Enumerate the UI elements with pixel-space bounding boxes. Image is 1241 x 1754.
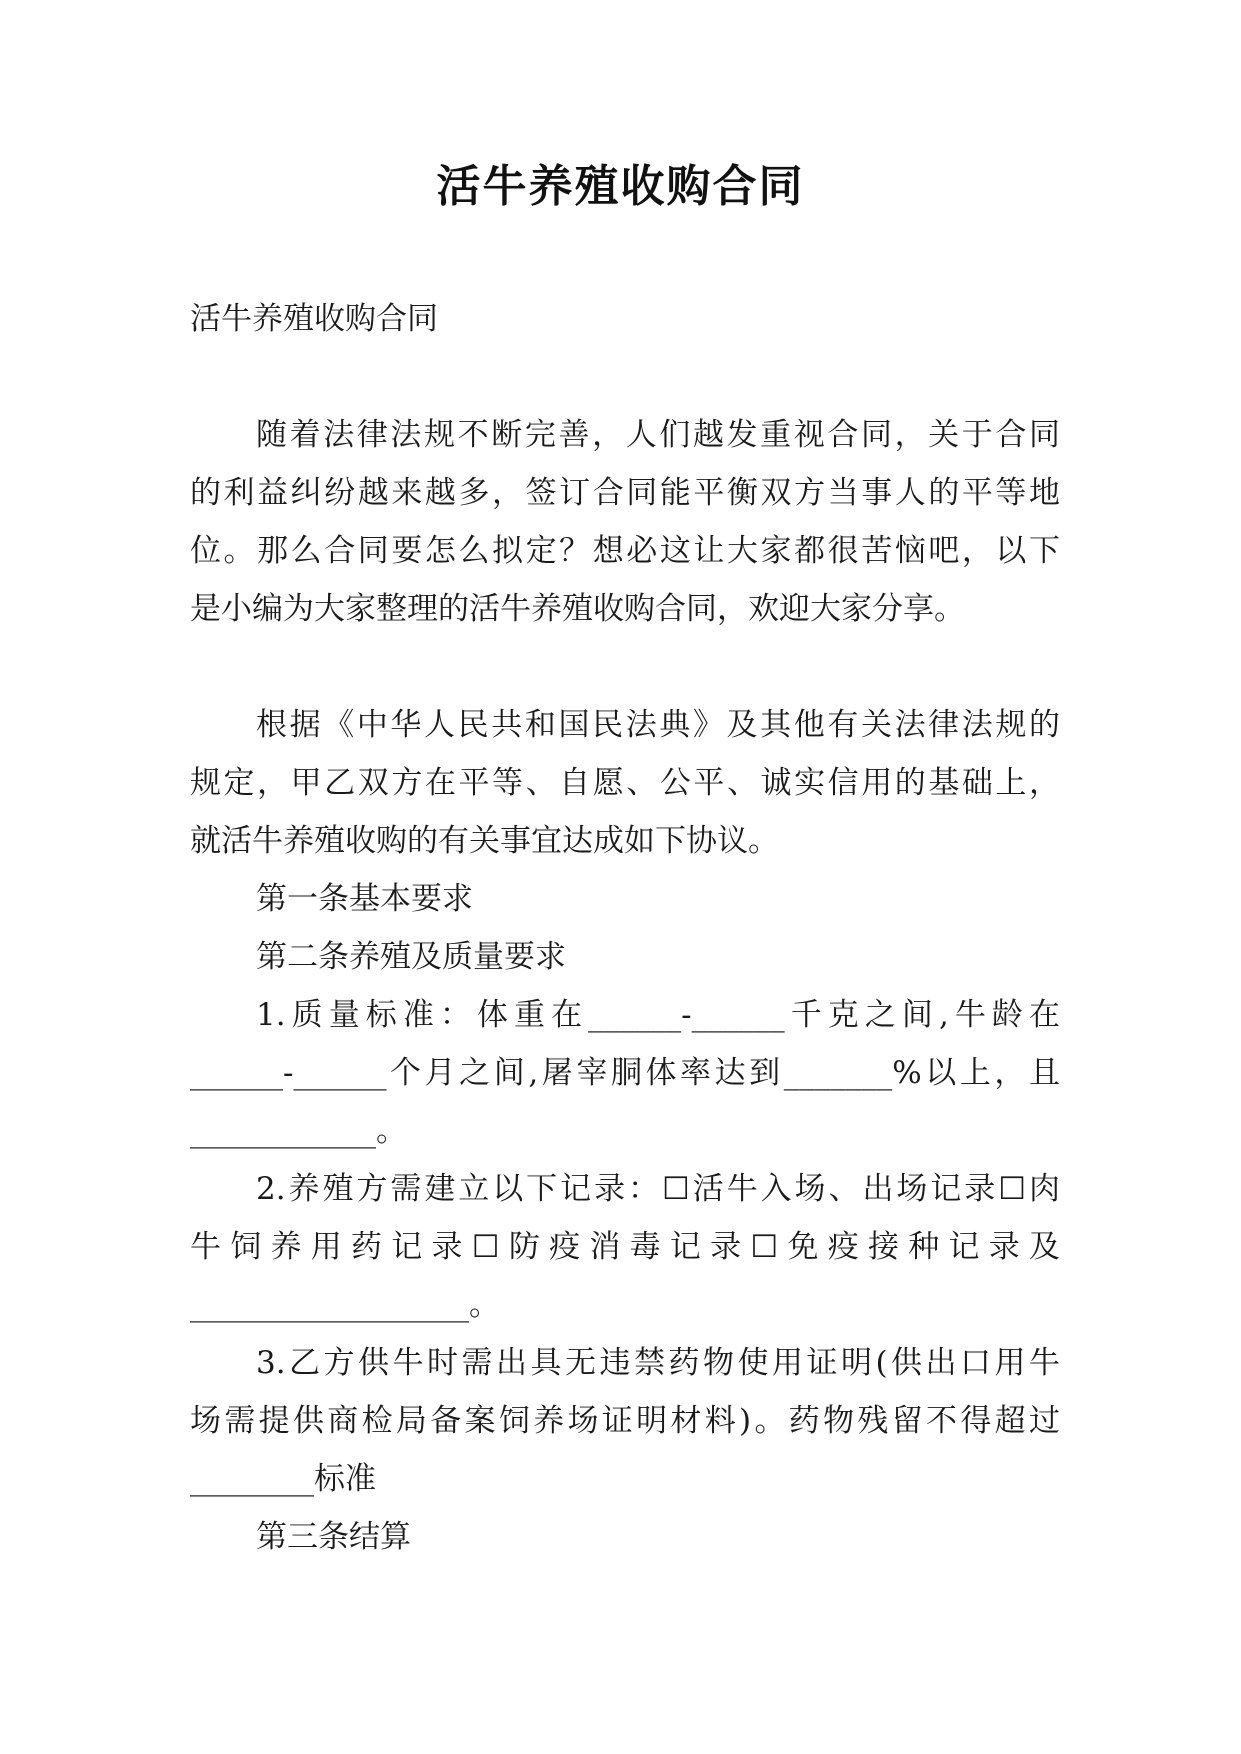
spacer xyxy=(190,348,1060,406)
item-3-line: ________标准 xyxy=(190,1461,376,1497)
intro-line: 位。那么合同要怎么拟定？想必这让大家都很苦恼吧，以下 xyxy=(190,533,1060,569)
basis-paragraph xyxy=(190,696,1060,870)
item-1-paragraph xyxy=(190,986,1060,1160)
item-3-line: 场需提供商检局备案饲养场证明材料)。药物残留不得超过 xyxy=(190,1403,1060,1439)
intro-line: 是小编为大家整理的活牛养殖收购合同，欢迎大家分享。 xyxy=(190,591,965,627)
article-2-heading: 第二条养殖及质量要求 xyxy=(256,939,566,975)
item-2-line: 2.养殖方需建立以下记录：☐活牛入场、出场记录☐肉 xyxy=(256,1171,1060,1207)
article-1-heading: 第一条基本要求 xyxy=(256,881,473,917)
document-body xyxy=(190,290,1060,1566)
document-title: 活牛养殖收购合同 xyxy=(436,161,805,212)
item-2-paragraph xyxy=(190,1160,1060,1334)
spacer xyxy=(190,638,1060,696)
intro-line: 的利益纠纷越来越多，签订合同能平衡双方当事人的平等地 xyxy=(190,475,1060,511)
item-1-line: ____________。 xyxy=(190,1113,407,1149)
item-3-line: 3.乙方供牛时需出具无违禁药物使用证明(供出口用牛 xyxy=(256,1345,1060,1381)
item-2-line: __________________。 xyxy=(190,1287,500,1323)
item-1-line: 1.质量标准：体重在______-______千克之间,牛龄在 xyxy=(256,997,1060,1033)
basis-line: 根据《中华人民共和国民法典》及其他有关法律法规的 xyxy=(256,707,1060,743)
document-subtitle: 活牛养殖收购合同 xyxy=(190,301,438,337)
intro-paragraph xyxy=(190,406,1060,638)
item-2-line: 牛饲养用药记录☐防疫消毒记录☐免疫接种记录及 xyxy=(190,1229,1060,1265)
basis-line: 就活牛养殖收购的有关事宜达成如下协议。 xyxy=(190,823,779,859)
item-3-paragraph xyxy=(190,1334,1060,1508)
item-1-line: ______-______个月之间,屠宰胴体率达到_______%以上，且 xyxy=(190,1055,1060,1091)
article-3-heading: 第三条结算 xyxy=(256,1519,411,1555)
basis-line: 规定，甲乙双方在平等、自愿、公平、诚实信用的基础上， xyxy=(190,765,1060,801)
intro-line: 随着法律法规不断完善，人们越发重视合同，关于合同 xyxy=(256,417,1060,453)
